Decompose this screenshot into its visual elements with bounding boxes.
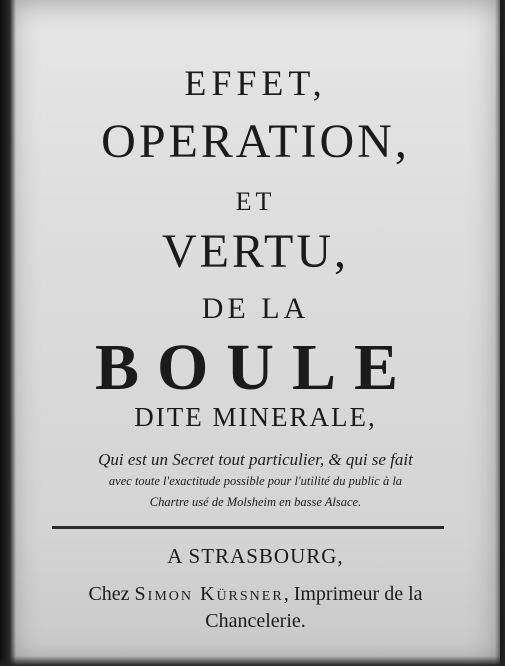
title-line-boule: BOULE — [94, 331, 417, 404]
title-line-vertu: VERTU, — [161, 225, 350, 278]
subtitle-line-3: Chartre usé de Molsheim en basse Alsace. — [149, 495, 362, 509]
title-line-de-la: DE LA — [201, 292, 310, 325]
subtitle-line-2: avec toute l'exactitude possible pour l'utilité du public à la — [108, 474, 403, 488]
horizontal-rule — [52, 526, 444, 529]
imprint-place: A STRASBOURG, — [167, 544, 344, 568]
imprint-prefix: Chez — [88, 583, 135, 605]
printer-name: Simon Kürsner — [134, 583, 284, 605]
imprint-chancelerie: Chancelerie. — [205, 610, 306, 632]
edge-shadow-bottom — [0, 656, 505, 666]
title-line-operation: OPERATION, — [101, 115, 410, 168]
imprint-printer — [14, 583, 497, 606]
imprint-suffix: , Imprimeur de la — [283, 583, 423, 605]
subtitle-line-1: Qui est un Secret tout particulier, & qui se fait — [98, 450, 413, 469]
title-line-dite-minerale: DITE MINERALE, — [134, 402, 377, 432]
title-line-et: ET — [235, 187, 276, 216]
title-line-effet: EFFET, — [184, 63, 327, 103]
